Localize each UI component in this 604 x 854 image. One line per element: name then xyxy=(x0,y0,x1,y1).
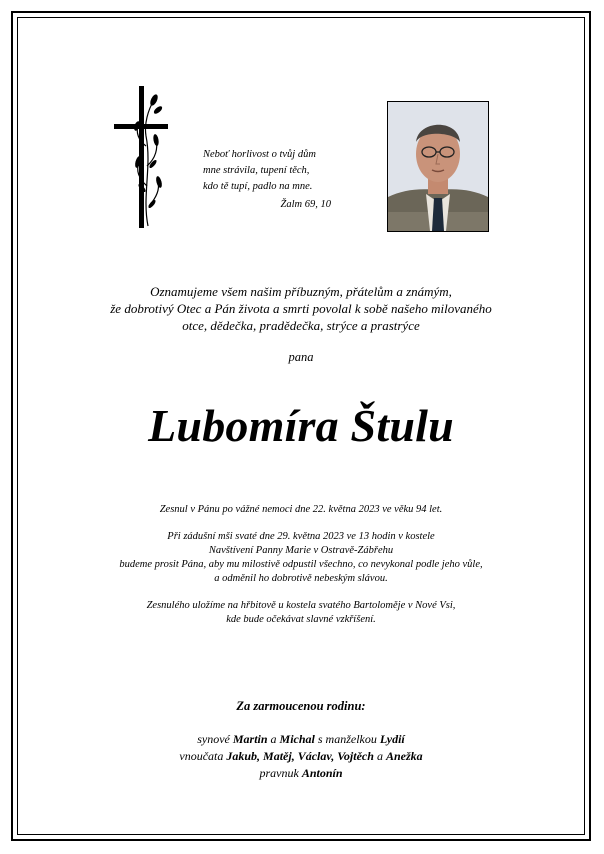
death-notice: Zesnul v Pánu po vážné nemoci dne 22. května 2023 ve věku 94 let. xyxy=(159,504,443,515)
announcement-line: Oznamujeme všem našim příbuzným, přátelům a známým, xyxy=(150,284,452,299)
mass-details xyxy=(18,530,584,586)
mourners-grandchildren: vnoučata Jakub, Matěj, Václav, Vojtěch a Anežka xyxy=(179,749,423,763)
burial-line: Zesnulého uložíme na hřbitově u kostela svatého Bartoloměje v Nové Vsi, xyxy=(146,600,456,611)
mass-line: budeme prosit Pána, aby mu milostivě odpustil všechno, co nevykonal podle jeho vůle, xyxy=(119,559,483,570)
mourners-sons: synové Martin a Michal s manželkou Lydií xyxy=(197,732,405,746)
verse-line: Neboť horlivost o tvůj dům xyxy=(203,149,316,160)
burial-details xyxy=(18,599,584,627)
mourners-heading: Za zarmoucenou rodinu: xyxy=(236,699,366,713)
mourners-great-grandchild: pravnuk Antonín xyxy=(259,766,343,780)
portrait-photo xyxy=(387,101,489,232)
announcement-line: otce, dědečka, pradědečka, strýce a prastrýce xyxy=(182,318,420,333)
mass-line: Při zádušní mši svaté dne 29. května 2023 ve 13 hodin v kostele xyxy=(167,531,435,542)
honorific: pana xyxy=(288,350,314,364)
deceased-name: Lubomíra Štulu xyxy=(148,400,454,451)
verse-line: mne strávila, tupení těch, xyxy=(203,165,310,176)
burial-line: kde bude očekávat slavné vzkříšení. xyxy=(226,614,376,625)
verse-line: kdo tě tupí, padlo na mne. xyxy=(203,181,313,192)
mourners-list xyxy=(18,731,584,782)
mass-line: Navštívení Panny Marie v Ostravě-Zábřehu xyxy=(208,545,394,556)
announcement xyxy=(18,283,584,334)
verse-reference: Žalm 69, 10 xyxy=(280,199,331,210)
announcement-line: že dobrotivý Otec a Pán života a smrti povolal k sobě našeho milovaného xyxy=(110,301,492,316)
mass-line: a odměnil ho dobrotivě nebeským slávou. xyxy=(214,573,388,584)
cross-icon xyxy=(112,86,174,228)
psalm-verse xyxy=(203,147,363,213)
